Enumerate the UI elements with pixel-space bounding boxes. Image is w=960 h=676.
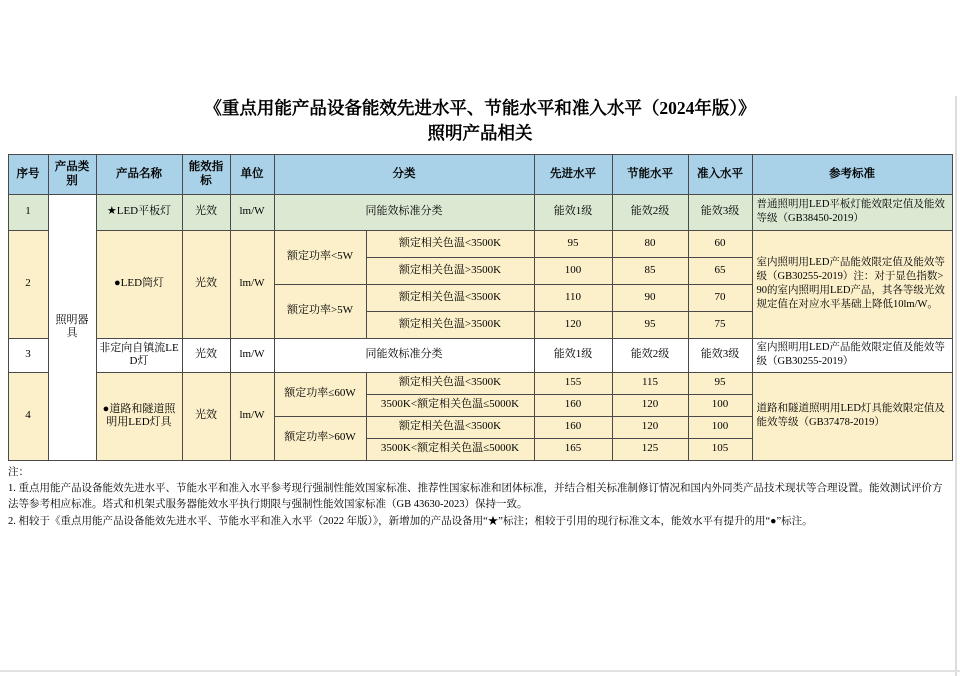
cell-entry: 能效3级	[688, 338, 752, 372]
cell-saving: 125	[612, 438, 688, 460]
cell-seq: 1	[8, 194, 48, 230]
footnotes	[8, 465, 952, 530]
cell-category-group: 照明器具	[48, 194, 96, 460]
cell-power-class: 额定功率>60W	[274, 416, 366, 460]
header-seq: 序号	[8, 154, 48, 194]
cell-reference: 室内照明用LED产品能效限定值及能效等级（GB30255-2019）	[752, 338, 952, 372]
cell-classification: 同能效标准分类	[274, 338, 534, 372]
cell-power-class: 额定功率<5W	[274, 230, 366, 284]
header-saving-level: 节能水平	[612, 154, 688, 194]
cell-saving: 90	[612, 284, 688, 311]
cell-power-class: 额定功率>5W	[274, 284, 366, 338]
cell-cct-class: 额定相关色温<3500K	[366, 284, 534, 311]
cell-entry: 60	[688, 230, 752, 257]
cell-entry: 70	[688, 284, 752, 311]
cell-product-name: ●道路和隧道照明用LED灯具	[96, 372, 182, 460]
cell-cct-class: 额定相关色温<3500K	[366, 230, 534, 257]
footnote-2: 2. 相较于《重点用能产品设备能效先进水平、节能水平和准入水平（2022 年版）》，新增加的产品设备用“★”标注；相较于引用的现行标准文本，能效水平有提升的用“●”标注。	[8, 515, 813, 527]
cell-advanced: 95	[534, 230, 612, 257]
document-title-line2: 照明产品相关	[427, 123, 533, 144]
energy-efficiency-table	[8, 154, 953, 461]
cell-entry: 75	[688, 311, 752, 338]
cell-indicator: 光效	[182, 194, 230, 230]
cell-entry: 100	[688, 394, 752, 416]
cell-cct-class: 额定相关色温>3500K	[366, 311, 534, 338]
header-product-name: 产品名称	[96, 154, 182, 194]
header-entry-level: 准入水平	[688, 154, 752, 194]
header-indicator: 能效指标	[182, 154, 230, 194]
document-page	[0, 96, 960, 676]
cell-cct-class: 额定相关色温>3500K	[366, 257, 534, 284]
header-reference-standard: 参考标准	[752, 154, 952, 194]
cell-advanced: 能效1级	[534, 194, 612, 230]
table-header-row	[8, 154, 952, 194]
table-row-4a	[8, 372, 952, 394]
cell-reference: 普通照明用LED平板灯能效限定值及能效等级（GB38450-2019）	[752, 194, 952, 230]
cell-advanced: 160	[534, 394, 612, 416]
cell-saving: 115	[612, 372, 688, 394]
document-title-line1: 《重点用能产品设备能效先进水平、节能水平和准入水平（2024年版）》	[204, 98, 756, 118]
cell-unit: lm/W	[230, 372, 274, 460]
cell-saving: 120	[612, 394, 688, 416]
header-classification: 分类	[274, 154, 534, 194]
table-row-3	[8, 338, 952, 372]
page-right-edge	[955, 96, 957, 676]
cell-saving: 能效2级	[612, 194, 688, 230]
cell-advanced: 100	[534, 257, 612, 284]
cell-cct-class: 3500K<额定相关色温≤5000K	[366, 438, 534, 460]
header-category: 产品类别	[48, 154, 96, 194]
cell-advanced: 能效1级	[534, 338, 612, 372]
cell-cct-class: 3500K<额定相关色温≤5000K	[366, 394, 534, 416]
page-bottom-edge	[0, 670, 960, 672]
cell-power-class: 额定功率≤60W	[274, 372, 366, 416]
footnote-1: 1. 重点用能产品设备能效先进水平、节能水平和准入水平参考现行强制性能效国家标准、推荐性国家标准和团体标准，并结合相关标准制修订情况和国内外同类产品技术现状等合理设置。能效测试评价方法等参考相应标准。塔式和机架式服务器能效水平执行期限与强制性能效国家标准（GB 43630-2023）保持一致。	[8, 483, 943, 511]
cell-saving: 85	[612, 257, 688, 284]
cell-advanced: 120	[534, 311, 612, 338]
cell-unit: lm/W	[230, 230, 274, 338]
cell-indicator: 光效	[182, 372, 230, 460]
cell-entry: 95	[688, 372, 752, 394]
cell-product-name: ●LED筒灯	[96, 230, 182, 338]
cell-unit: lm/W	[230, 338, 274, 372]
cell-saving: 120	[612, 416, 688, 438]
cell-advanced: 110	[534, 284, 612, 311]
cell-cct-class: 额定相关色温<3500K	[366, 372, 534, 394]
cell-advanced: 155	[534, 372, 612, 394]
cell-classification: 同能效标准分类	[274, 194, 534, 230]
cell-seq: 3	[8, 338, 48, 372]
cell-indicator: 光效	[182, 338, 230, 372]
document-title	[0, 96, 960, 147]
cell-saving: 能效2级	[612, 338, 688, 372]
cell-cct-class: 额定相关色温<3500K	[366, 416, 534, 438]
cell-entry: 65	[688, 257, 752, 284]
cell-product-name: 非定向自镇流LED灯	[96, 338, 182, 372]
cell-saving: 80	[612, 230, 688, 257]
cell-advanced: 160	[534, 416, 612, 438]
cell-advanced: 165	[534, 438, 612, 460]
cell-unit: lm/W	[230, 194, 274, 230]
cell-entry: 100	[688, 416, 752, 438]
cell-seq: 4	[8, 372, 48, 460]
header-advanced-level: 先进水平	[534, 154, 612, 194]
header-unit: 单位	[230, 154, 274, 194]
cell-indicator: 光效	[182, 230, 230, 338]
cell-reference: 室内照明用LED产品能效限定值及能效等级（GB30255-2019）注：对于显色指数>90的室内照明用LED产品，其各等级光效规定值在对应水平基础上降低10lm/W。	[752, 230, 952, 338]
cell-entry: 105	[688, 438, 752, 460]
cell-product-name: ★LED平板灯	[96, 194, 182, 230]
cell-reference: 道路和隧道照明用LED灯具能效限定值及能效等级（GB37478-2019）	[752, 372, 952, 460]
table-row-2a	[8, 230, 952, 257]
cell-entry: 能效3级	[688, 194, 752, 230]
table-row-1	[8, 194, 952, 230]
cell-seq: 2	[8, 230, 48, 338]
footnote-label: 注：	[8, 466, 29, 478]
cell-saving: 95	[612, 311, 688, 338]
